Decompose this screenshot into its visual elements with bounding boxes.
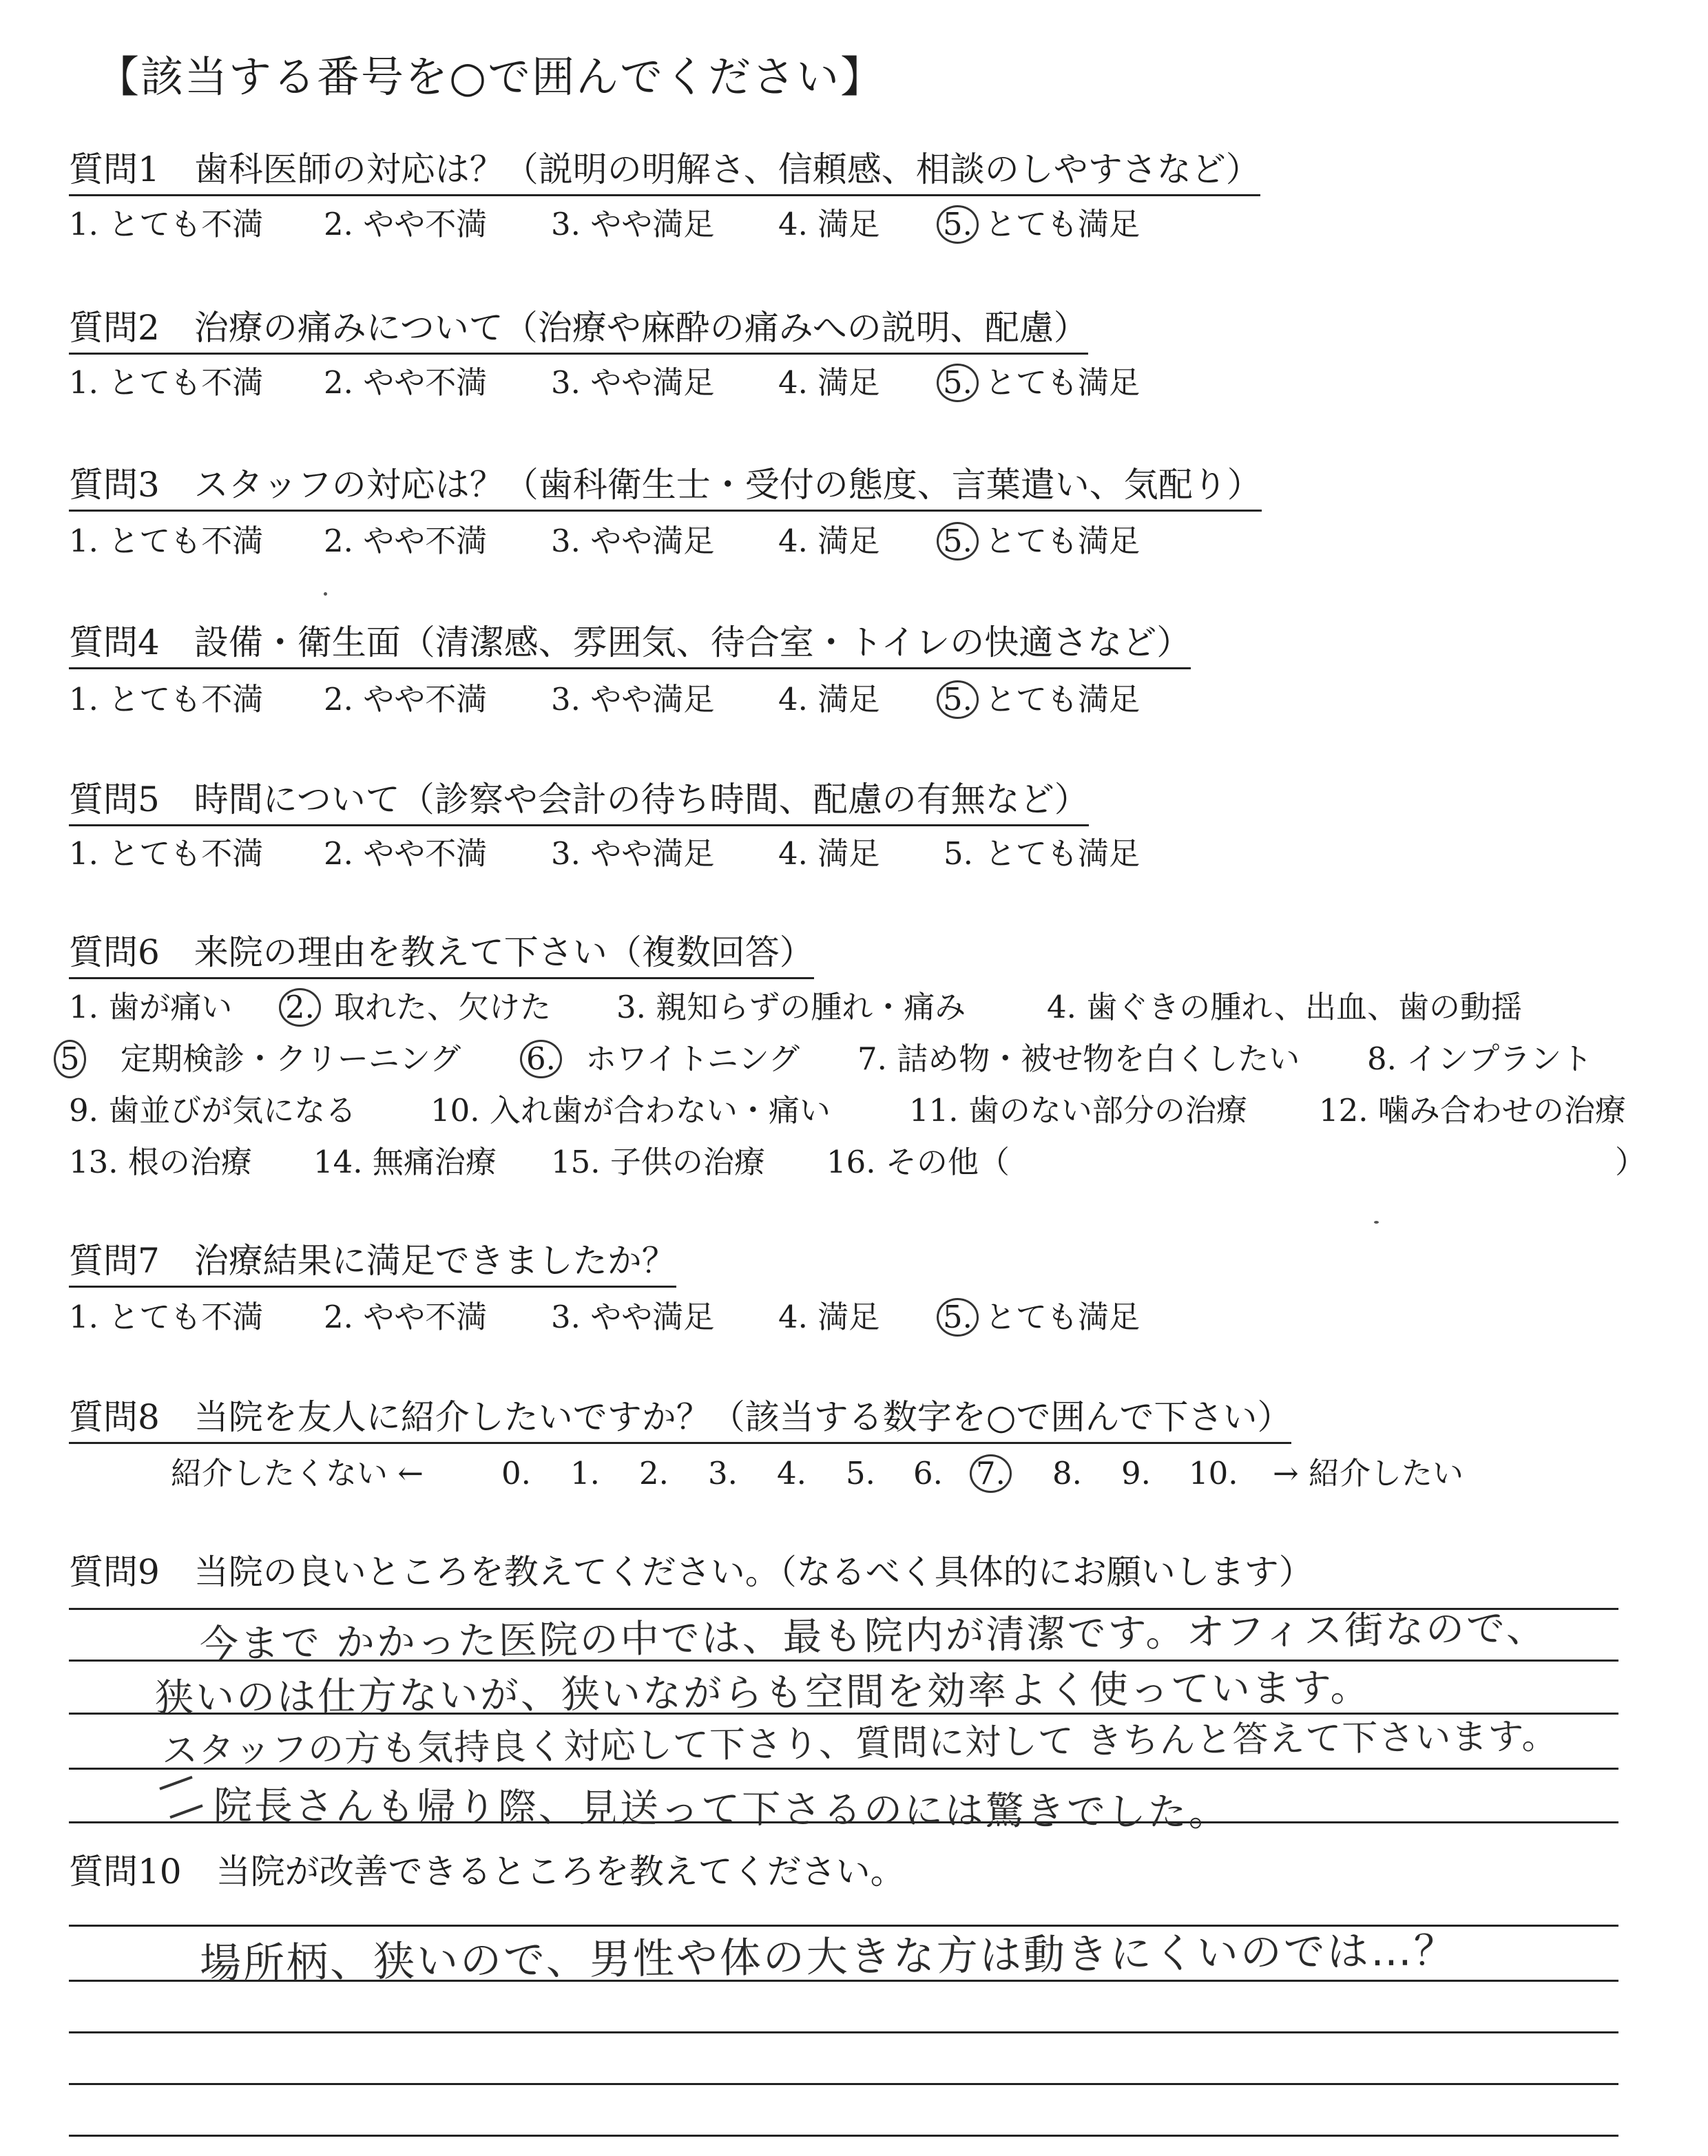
option-3[interactable]: 3. やや満足: [551, 206, 715, 242]
q6-option-7[interactable]: 7. 詰め物・被せ物を白くしたい: [857, 1040, 1300, 1077]
q6-option-11[interactable]: 11. 歯のない部分の治療: [909, 1092, 1247, 1129]
option-5[interactable]: 5.: [944, 835, 973, 872]
option-5-label: とても満足: [985, 206, 1141, 242]
question-10-title: 質問10 当院が改善できるところを教えてください。: [69, 1852, 905, 1892]
option-5-label: とても満足: [985, 681, 1141, 718]
scale-0[interactable]: 0.: [501, 1455, 531, 1492]
page-title: 【該当する番号を○で囲んでください】: [96, 52, 885, 102]
option-5-label: とても満足: [985, 364, 1141, 401]
question-8-title: 質問8 当院を友人に紹介したいですか？（該当する数字を○で囲んで下さい）: [69, 1396, 1291, 1444]
option-4[interactable]: 4. 満足: [778, 523, 880, 559]
question-9-title: 質問9 当院の良いところを教えてください。（なるべく具体的にお願いします）: [69, 1552, 1313, 1592]
option-5-circled[interactable]: 5.: [937, 680, 979, 719]
option-5-label: とても満足: [985, 835, 1141, 872]
scan-speck: [1374, 1221, 1379, 1224]
q9-answer-line-4: 院長さんも帰り際、見送って下さるのには驚きでした。: [213, 1783, 1230, 1836]
scale-left-label: 紹介したくない ←: [171, 1455, 424, 1492]
option-1[interactable]: 1. とても不満: [69, 835, 264, 872]
scribble-mark: [159, 1776, 202, 1819]
q6-option-2-label: 取れた、欠けた: [334, 989, 552, 1025]
option-4[interactable]: 4. 満足: [778, 206, 880, 242]
option-2[interactable]: 2. やや不満: [324, 1299, 488, 1335]
option-1[interactable]: 1. とても不満: [69, 523, 264, 559]
option-2[interactable]: 2. やや不満: [324, 523, 488, 559]
q6-option-3[interactable]: 3. 親知らずの腫れ・痛み: [616, 989, 966, 1025]
option-3[interactable]: 3. やや満足: [551, 364, 715, 401]
option-1[interactable]: 1. とても不満: [69, 1299, 264, 1335]
q6-option-5-label: 定期検診・クリーニング: [121, 1040, 461, 1077]
scale-8[interactable]: 8.: [1052, 1455, 1082, 1492]
question-2-title: 質問2 治療の痛みについて（治療や麻酔の痛みへの説明、配慮）: [69, 306, 1088, 355]
q6-option-5-circled[interactable]: 5: [54, 1040, 86, 1078]
question-3-title: 質問3 スタッフの対応は？（歯科衛生士・受付の態度、言葉遣い、気配り）: [69, 463, 1262, 512]
q9-answer-line-2: 狭いのは仕方ないが、狭いながらも空間を効率よく使っています。: [154, 1665, 1371, 1721]
option-5-label: とても満足: [985, 1299, 1141, 1335]
scale-1[interactable]: 1.: [570, 1455, 600, 1492]
option-4[interactable]: 4. 満足: [778, 364, 880, 401]
q6-option-6-label: ホワイトニング: [585, 1040, 800, 1077]
scale-right-label: → 紹介したい: [1273, 1455, 1464, 1492]
option-2[interactable]: 2. やや不満: [324, 364, 488, 401]
q9-answer-line-3: スタッフの方も気持良く対応して下さり、質問に対して きちんと答えて下さいます。: [161, 1715, 1559, 1772]
q6-option-12[interactable]: 12. 噛み合わせの治療: [1319, 1092, 1626, 1129]
option-1[interactable]: 1. とても不満: [69, 681, 264, 718]
scale-9[interactable]: 9.: [1121, 1455, 1151, 1492]
option-3[interactable]: 3. やや満足: [551, 523, 715, 559]
q6-option-16[interactable]: 16. その他（: [826, 1144, 1010, 1180]
option-1[interactable]: 1. とても不満: [69, 364, 264, 401]
option-4[interactable]: 4. 満足: [778, 835, 880, 872]
scale-4[interactable]: 4.: [777, 1455, 806, 1492]
q10-answer-line-1: 場所柄、狭いので、男性や体の大きな方は動きにくいのでは…？: [199, 1926, 1458, 1988]
q6-option-2-circled[interactable]: 2.: [279, 988, 321, 1027]
q6-option-1[interactable]: 1. 歯が痛い: [69, 989, 233, 1025]
q6-option-9[interactable]: 9. 歯並びが気になる: [69, 1092, 357, 1129]
option-3[interactable]: 3. やや満足: [551, 1299, 715, 1335]
q6-option-6-circled[interactable]: 6.: [520, 1040, 562, 1078]
option-4[interactable]: 4. 満足: [778, 681, 880, 718]
q6-option-8[interactable]: 8. インプラント: [1367, 1040, 1593, 1077]
question-7-title: 質問7 治療結果に満足できましたか？: [69, 1239, 676, 1288]
option-5-circled[interactable]: 5.: [937, 205, 979, 244]
scan-speck: [324, 592, 327, 596]
q9-answer-line-1: 今まで かかった医院の中では、最も院内が清潔です。オフィス街なので、: [199, 1606, 1548, 1667]
scale-6[interactable]: 6.: [913, 1455, 943, 1492]
question-6-title: 質問6 来院の理由を教えて下さい（複数回答）: [69, 931, 814, 979]
answer-line: [69, 2135, 1618, 2137]
option-1[interactable]: 1. とても不満: [69, 206, 264, 242]
answer-line: [69, 2031, 1618, 2033]
option-5-circled[interactable]: 5.: [937, 1298, 979, 1337]
question-1-title: 質問1 歯科医師の対応は？（説明の明解さ、信頼感、相談のしやすさなど）: [69, 148, 1260, 196]
answer-line: [69, 2083, 1618, 2085]
option-5-label: とても満足: [985, 523, 1141, 559]
q6-option-13[interactable]: 13. 根の治療: [69, 1144, 252, 1180]
scale-2[interactable]: 2.: [639, 1455, 669, 1492]
option-5-circled[interactable]: 5.: [937, 364, 979, 402]
q6-option-14[interactable]: 14. 無痛治療: [313, 1144, 497, 1180]
scale-3[interactable]: 3.: [708, 1455, 738, 1492]
option-5-circled[interactable]: 5.: [937, 522, 979, 561]
option-2[interactable]: 2. やや不満: [324, 681, 488, 718]
option-4[interactable]: 4. 満足: [778, 1299, 880, 1335]
question-4-title: 質問4 設備・衛生面（清潔感、雰囲気、待合室・トイレの快適さなど）: [69, 621, 1191, 669]
option-3[interactable]: 3. やや満足: [551, 835, 715, 872]
q6-option-15[interactable]: 15. 子供の治療: [551, 1144, 765, 1180]
option-2[interactable]: 2. やや不満: [324, 206, 488, 242]
scale-5[interactable]: 5.: [846, 1455, 875, 1492]
q6-option-4[interactable]: 4. 歯ぐきの腫れ、出血、歯の動揺: [1047, 989, 1522, 1025]
option-2[interactable]: 2. やや不満: [324, 835, 488, 872]
scale-7-circled[interactable]: 7.: [970, 1454, 1012, 1493]
q6-option-16-close: ）: [1615, 1144, 1647, 1180]
q6-option-10[interactable]: 10. 入れ歯が合わない・痛い: [430, 1092, 831, 1129]
question-5-title: 質問5 時間について（診察や会計の待ち時間、配慮の有無など）: [69, 778, 1089, 826]
scale-10[interactable]: 10.: [1189, 1455, 1238, 1492]
option-3[interactable]: 3. やや満足: [551, 681, 715, 718]
